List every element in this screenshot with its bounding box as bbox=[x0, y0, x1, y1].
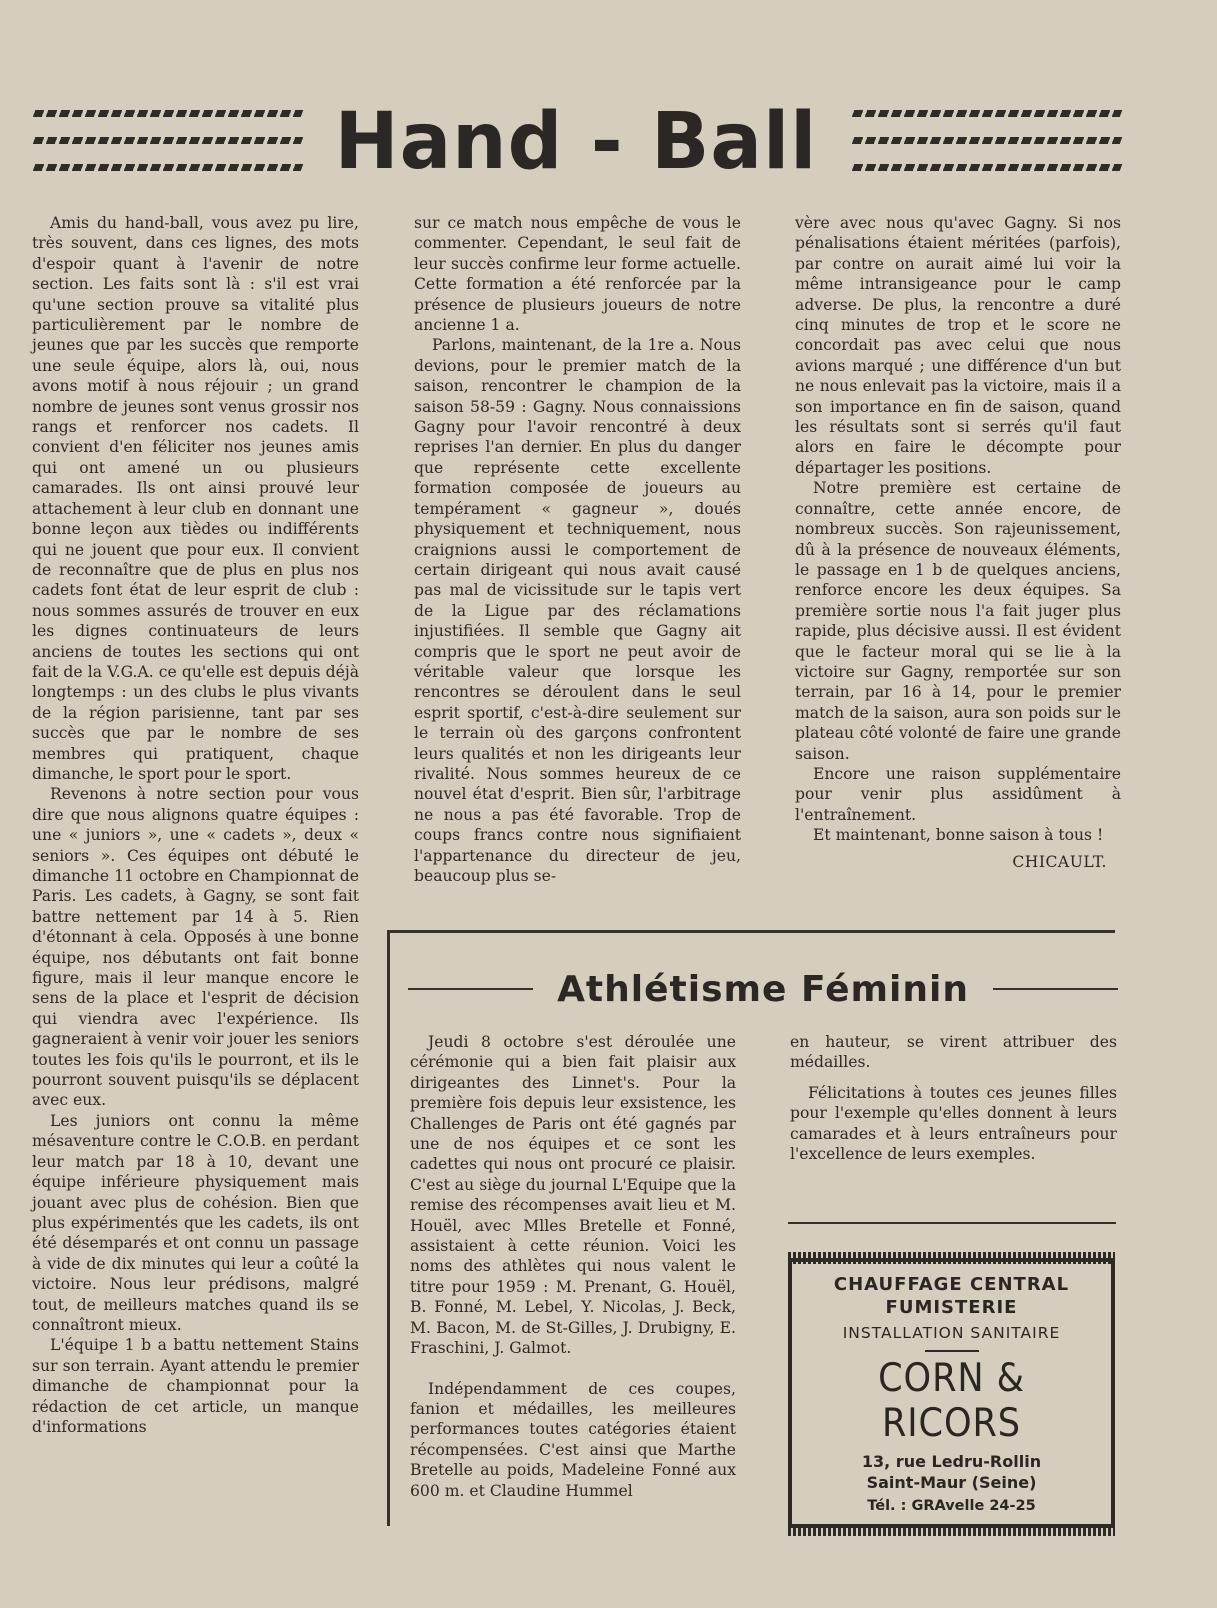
page-title: Hand - Ball bbox=[334, 97, 818, 187]
heading-rule-right bbox=[993, 988, 1118, 990]
header-ornament-left bbox=[34, 110, 302, 191]
paragraph: Parlons, maintenant, de la 1re a. Nous devions, pour le premier match de la saison, rencontrer le champion de la saison 58-59 : Gagny. Nous connaissions Gagny pour l'avoir rencontré à deux reprises l'an dernier. En plus du danger que représente cette excellente formation composée de joueurs au tempérament « gagneur », doués physiquement et techniquement, nous craignions aussi le comportement de certain dirigeant qui nous avait causé pas mal de vicissitude sur le tapis vert de la Ligue par des réclamations injustifiées. Il semble que Gagny ait compris que le sport ne peut avoir de véritable valeur que lorsque les rencontres se déroulent dans le seul esprit sportif, c'est-à-dire seulement sur le terrain où des garçons confrontent leurs qualités et non les dirigeants leur rivalité. Nous sommes heureux de ce nouvel état d'esprit. Bien sûr, l'arbitrage ne nous a pas été favorable. Trop de coups francs contre nous signifiaient l'appartenance du directeur de jeu, beaucoup plus se- bbox=[414, 336, 741, 885]
section-divider bbox=[388, 930, 1115, 933]
advertisement bbox=[788, 1258, 1115, 1528]
ad-brand-name: CORN & RICORS bbox=[878, 1356, 1025, 1446]
paragraph: L'équipe 1 b a battu nettement Stains sur son terrain. Ayant attendu le premier dimanche de championnat pour la rédaction de cet article, un manque d'informations bbox=[32, 1336, 359, 1436]
paragraph: en hauteur, se virent attribuer des médailles. bbox=[790, 1033, 1117, 1072]
paragraph: Revenons à notre section pour vous dire que nous alignons quatre équipes : une « juniors », une « cadets », deux « seniors ». Ces équipes ont débuté le dimanche 11 octobre en Championnat de Paris. Les cadets, à Gagny, se sont fait battre nettement par 14 à 5. Rien d'étonnant à cela. Opposés à une bonne équipe, nos débutants ont fait bonne figure, mais il leur manque encore le sens de la place et l'esprit de décision qui viendra avec l'expérience. Ils gagneraient à venir voir jouer les seniors toutes les fois qu'ils le pourront, et ils le pourront souvent puisqu'ils se déplacent avec eux. bbox=[32, 785, 359, 1110]
header-ornament-right bbox=[853, 110, 1121, 191]
ad-address-street: 13, rue Ledru-Rollin bbox=[861, 1452, 1042, 1471]
paragraph: sur ce match nous empêche de vous le commenter. Cependant, le seul fait de leur succès confirme leur forme actuelle. Cette formation a été renforcée par la présence de plusieurs joueurs de notre ancienne 1 a. bbox=[414, 214, 741, 335]
ad-address-city: Saint-Maur (Seine) bbox=[866, 1473, 1037, 1492]
heading-rule-left bbox=[408, 988, 533, 990]
handball-column-3 bbox=[795, 213, 1121, 872]
paragraph: vère avec nous qu'avec Gagny. Si nos pénalisations étaient méritées (parfois), par contre on aurait aimé lui voir la même intransigeance pour le camp adverse. De plus, la rencontre a duré cinq minutes de trop et le score ne concordait pas avec celui que nous avions marqué ; une différence d'un but ne nous enlevait pas la victoire, mais il a son importance en fin de saison, quand les résultats sont si serrés qu'il faut alors en faire le décompte pour départager les positions. bbox=[795, 214, 1121, 477]
paragraph: Notre première est certaine de connaître, cette année encore, de nombreux succès. Son rajeunissement, dû à la présence de nouveaux éléments, le passage en 1 b de quelques anciens, renforce encore les deux équipes. Sa première sortie nous l'a fait juger plus rapide, plus décisive aussi. Il est évident que le facteur moral qui se lie à la victoire sur Gagny, remportée sur son terrain, par 16 à 14, pour le premier match de la saison, aura son poids sur le plateau côté volonté de faire une grande saison. bbox=[795, 479, 1121, 763]
paragraph: Indépendamment de ces coupes, fanion et médailles, les meilleures performances toutes catégories étaient récompensées. C'est ainsi que Marthe Bretelle au poids, Madeleine Fonné aux 600 m. et Claudine Hummel bbox=[410, 1379, 736, 1500]
section-title: Athlétisme Féminin bbox=[557, 968, 969, 1010]
handball-column-2 bbox=[414, 213, 741, 886]
paragraph: Et maintenant, bonne saison à tous ! bbox=[813, 826, 1104, 845]
athletisme-column-2 bbox=[790, 1032, 1117, 1164]
ad-line-sanitary: INSTALLATION SANITAIRE bbox=[842, 1324, 1061, 1342]
paragraph: Jeudi 8 octobre s'est déroulée une cérémonie qui a bien fait plaisir aux dirigeantes des Linnet's. Pour la première fois depuis leur exsistence, les Challenges de Paris ont été gagnés par une de nos équipes et ce sont les cadettes qui nous ont procuré ce plaisir. C'est au siège du journal L'Equipe que la remise des récompenses avait lieu et M. Houël, avec Mlles Bretelle et Fonné, assistaient à cette réunion. Voici les noms des athlètes qui nous valent le titre pour 1959 : M. Prenant, G. Houël, B. Fonné, M. Lebel, Y. Nicolas, J. Beck, M. Bacon, M. de St-Gilles, J. Drubigny, E. Fraschini, J. Galmot. bbox=[410, 1033, 736, 1358]
paragraph: Encore une raison supplémentaire pour venir plus assidûment à l'entraînement. bbox=[795, 764, 1121, 824]
handball-column-1 bbox=[32, 213, 359, 1437]
ad-phone: Tél. : GRAvelle 24-25 bbox=[867, 1498, 1036, 1514]
column-rule bbox=[387, 930, 390, 1526]
ad-line-heating: CHAUFFAGE CENTRAL bbox=[833, 1274, 1070, 1295]
athletisme-heading bbox=[408, 964, 1118, 1014]
ad-separator bbox=[925, 1350, 979, 1352]
paragraph: Amis du hand-ball, vous avez pu lire, très souvent, dans ces lignes, des mots d'espoir quant à l'avenir de notre section. Les faits sont là : s'il est vrai qu'une section prouve sa vitalité plus particulièrement par le nombre de jeunes que par les succès que remporte une seule équipe, alors là, oui, nous avons motif à nous réjouir ; un grand nombre de jeunes sont venus grossir nos rangs et renforcer nos cadets. Il convient d'en féliciter nos jeunes amis qui ont amené un ou plusieurs camarades. Ils ont ainsi prouvé leur attachement à leur club en donnant une bonne leçon aux tièdes ou indifférents qui ne jouent que pour eux. Il convient de reconnaître que de plus en plus nos cadets font état de leur esprit de club : nous sommes assurés de trouver en eux les dignes continuateurs de leurs anciens de toutes les sections qui ont fait de la V.G.A. ce qu'elle est depuis déjà longtemps : un des clubs le plus vivants de la région parisienne, tant par ses succès que par le nombre de ses membres qui pratiquent, chaque dimanche, le sport pour le sport. bbox=[32, 214, 359, 783]
author-signature: CHICAULT. bbox=[1012, 852, 1107, 871]
article-end-rule bbox=[788, 1222, 1116, 1224]
ad-line-fumisterie: FUMISTERIE bbox=[885, 1297, 1018, 1318]
paragraph: Félicitations à toutes ces jeunes filles pour l'exemple qu'elles donnent à leurs camarades et à leurs entraîneurs pour l'excellence de leurs exemples. bbox=[790, 1083, 1117, 1164]
athletisme-column-1 bbox=[410, 1032, 736, 1501]
paragraph: Les juniors ont connu la même mésaventure contre le C.O.B. en perdant leur match par 18 à 10, devant une équipe inférieure physiquement mais jouant avec plus de cohésion. Bien que plus expérimentés que les cadets, ils ont été désemparés et ont connu un passage à vide de dix minutes qui leur a coûté la victoire. Nous leur prédisons, malgré tout, de meilleurs matches quand ils se connaîtront mieux. bbox=[32, 1111, 359, 1334]
